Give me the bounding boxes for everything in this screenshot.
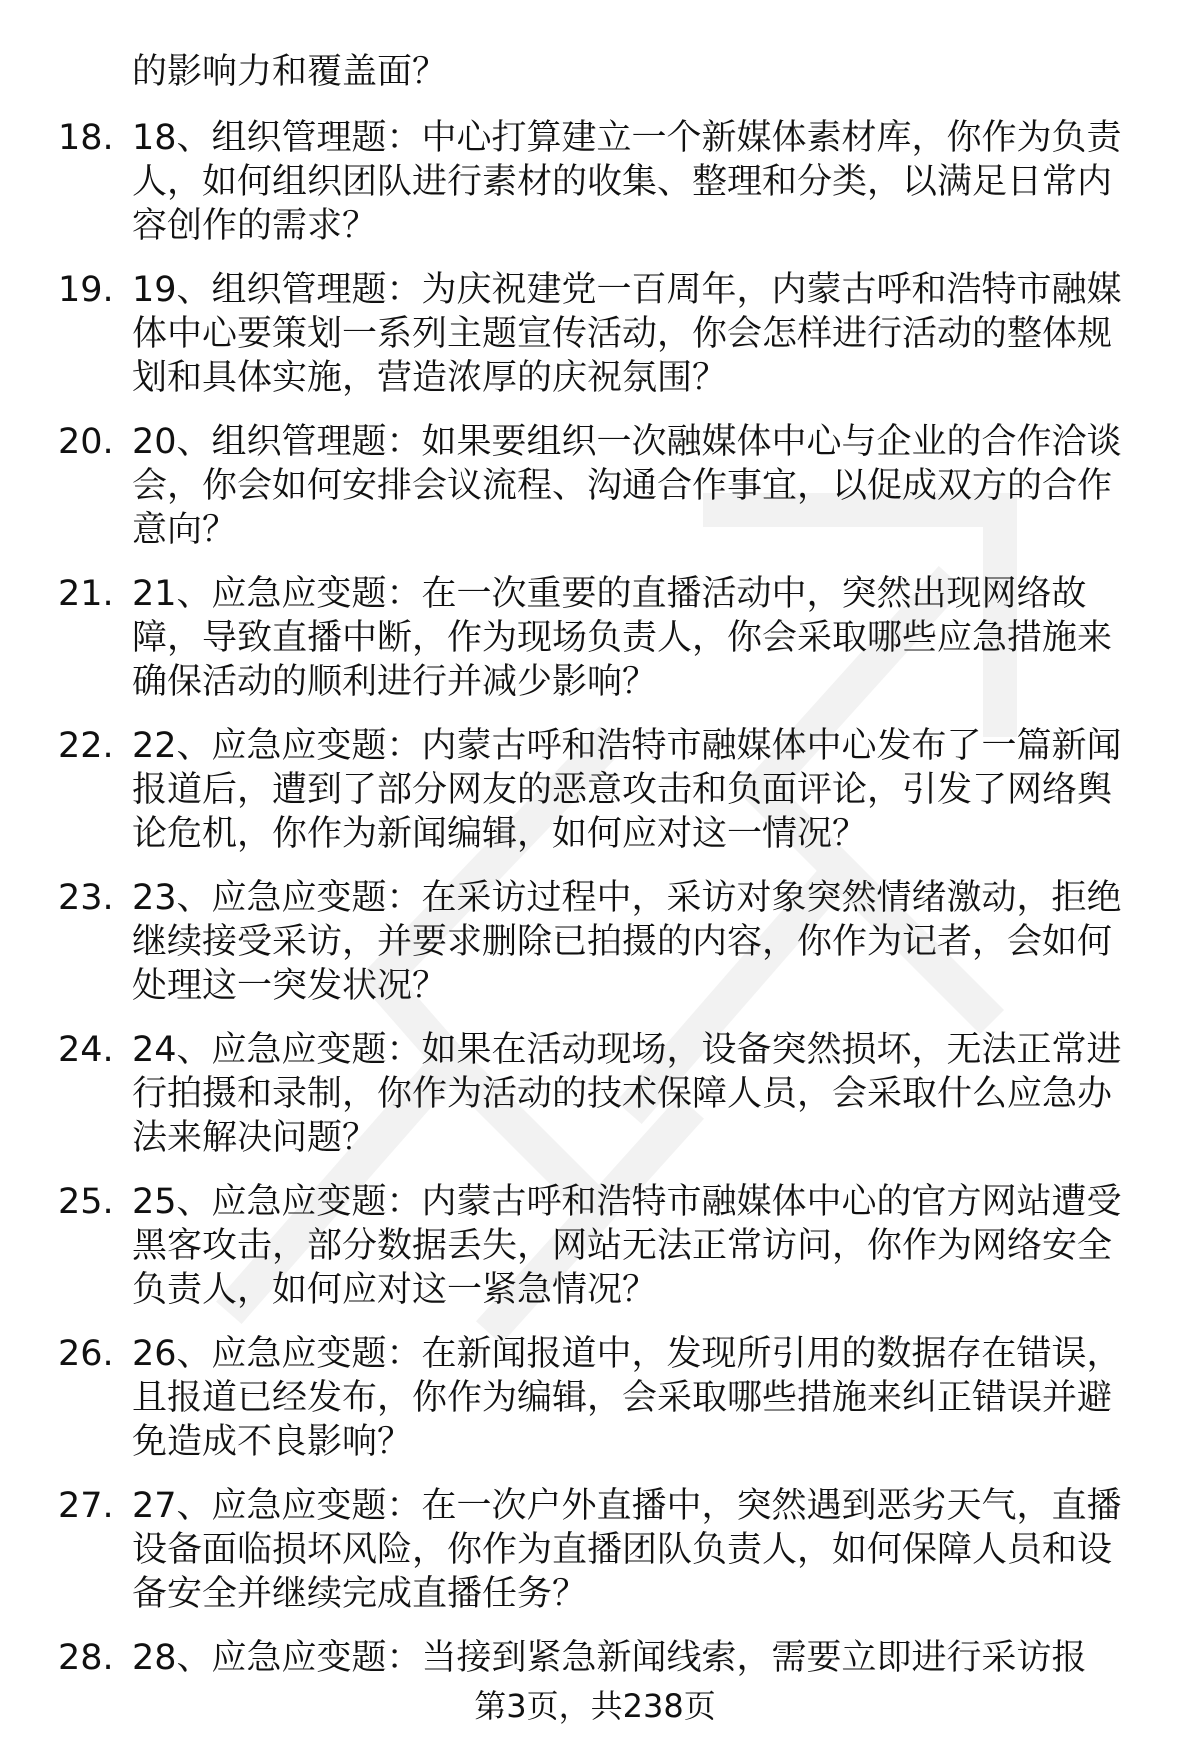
item-number: 28.: [58, 1638, 114, 1678]
list-item: [58, 1636, 1148, 1680]
question-text: 19、组织管理题：为庆祝建党一百周年，内蒙古呼和浩特市融媒体中心要策划一系列主题宣传活动，你会怎样进行活动的整体规划和具体实施，营造浓厚的庆祝氛围？: [132, 270, 1122, 398]
item-number: 22.: [58, 726, 114, 766]
item-number: 19.: [58, 270, 114, 310]
question-text: 25、应急应变题：内蒙古呼和浩特市融媒体中心的官方网站遭受黑客攻击，部分数据丢失，网站无法正常访问，你作为网络安全负责人，如何应对这一紧急情况？: [132, 1182, 1122, 1310]
list-item: [58, 1332, 1148, 1464]
item-number: 18.: [58, 118, 114, 158]
list-item: [58, 420, 1148, 552]
item-number: 23.: [58, 878, 114, 918]
item-number: 21.: [58, 574, 114, 614]
item-number: 26.: [58, 1334, 114, 1374]
list-item: [58, 268, 1148, 400]
item-number: 20.: [58, 422, 114, 462]
item-number: 27.: [58, 1486, 114, 1526]
list-item: [58, 116, 1148, 248]
list-item: [58, 1028, 1148, 1160]
question-list: [58, 116, 1148, 1680]
continued-text: 的影响力和覆盖面？: [132, 52, 448, 92]
question-text: 18、组织管理题：中心打算建立一个新媒体素材库，你作为负责人，如何组织团队进行素材的收集、整理和分类，以满足日常内容创作的需求？: [132, 118, 1122, 246]
question-text: 26、应急应变题：在新闻报道中，发现所引用的数据存在错误，且报道已经发布，你作为编辑，会采取哪些措施来纠正错误并避免造成不良影响？: [132, 1334, 1122, 1462]
item-number: 25.: [58, 1182, 114, 1222]
list-item: [58, 876, 1148, 1008]
list-item: [58, 572, 1148, 704]
question-text: 27、应急应变题：在一次户外直播中，突然遇到恶劣天气，直播设备面临损坏风险，你作为直播团队负责人，如何保障人员和设备安全并继续完成直播任务？: [132, 1486, 1122, 1614]
question-text: 21、应急应变题：在一次重要的直播活动中，突然出现网络故障，导致直播中断，作为现场负责人，你会采取哪些应急措施来确保活动的顺利进行并减少影响？: [132, 574, 1113, 702]
question-text: 24、应急应变题：如果在活动现场，设备突然损坏，无法正常进行拍摄和录制，你作为活动的技术保障人员，会采取什么应急办法来解决问题？: [132, 1030, 1122, 1158]
item-number: 24.: [58, 1030, 114, 1070]
question-text: 28、应急应变题：当接到紧急新闻线索，需要立即进行采访报: [132, 1638, 1087, 1678]
question-text: 23、应急应变题：在采访过程中，采访对象突然情绪激动，拒绝继续接受采访，并要求删除已拍摄的内容，你作为记者，会如何处理这一突发状况？: [132, 878, 1122, 1006]
list-item: [58, 724, 1148, 856]
list-item: [58, 1180, 1148, 1312]
question-text: 20、组织管理题：如果要组织一次融媒体中心与企业的合作洽谈会，你会如何安排会议流程、沟通合作事宜，以促成双方的合作意向？: [132, 422, 1122, 550]
page-footer: 第3页，共238页: [474, 1687, 716, 1725]
list-item: [58, 1484, 1148, 1616]
question-text: 22、应急应变题：内蒙古呼和浩特市融媒体中心发布了一篇新闻报道后，遭到了部分网友的恶意攻击和负面评论，引发了网络舆论危机，你作为新闻编辑，如何应对这一情况？: [132, 726, 1122, 854]
question-content: [58, 50, 1148, 1700]
